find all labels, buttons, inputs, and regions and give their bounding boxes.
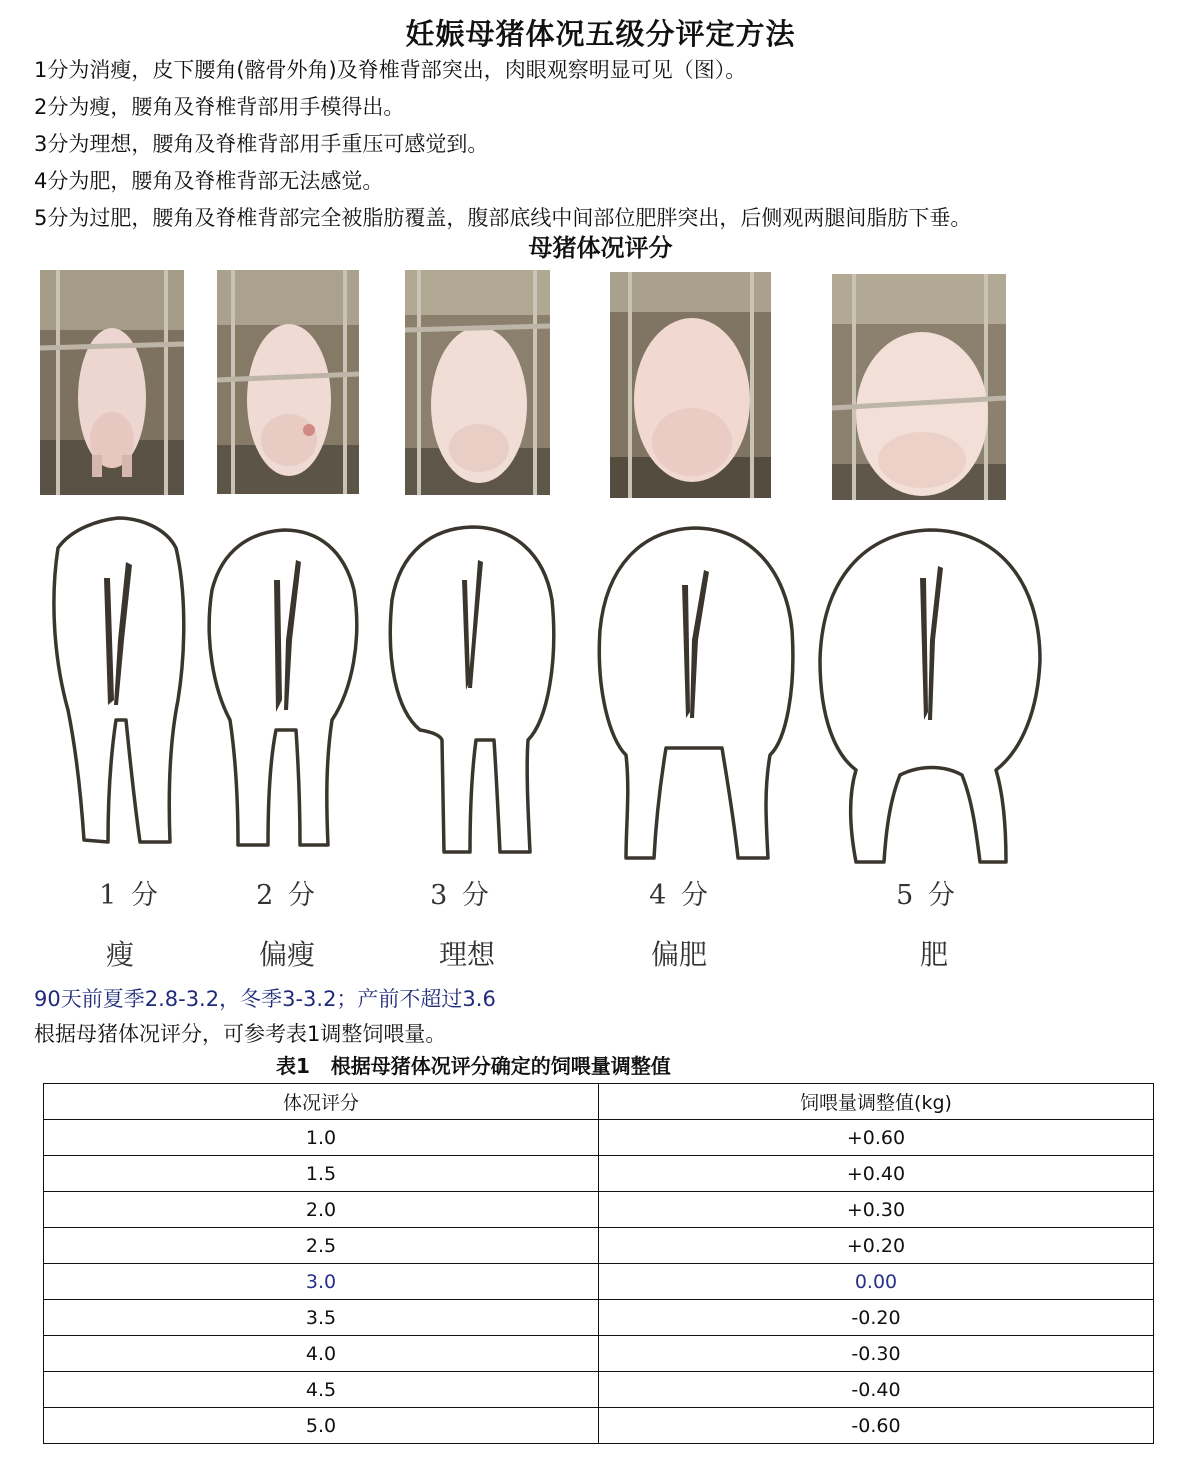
condition-label-3: 理想 [438, 938, 495, 971]
cell-adjustment: -0.60 [599, 1408, 1154, 1444]
pregnancy-score-note: 90天前夏季2.8-3.2，冬季3-3.2；产前不超过3.6 [34, 987, 496, 1011]
tail-score-1 [104, 562, 132, 705]
header-adjustment: 饲喂量调整值(kg) [599, 1084, 1154, 1120]
cell-adjustment: -0.30 [599, 1336, 1154, 1372]
score-label-5: 5 分 [896, 880, 958, 911]
sow-photo-1 [40, 270, 184, 495]
rule-5: 5分为过肥，腰角及脊椎背部完全被脂肪覆盖，腹部底线中间部位肥胖突出，后侧观两腿间脂肪下垂。 [34, 206, 972, 230]
tail-score-3 [462, 560, 483, 690]
cell-score: 5.0 [44, 1408, 599, 1444]
feeding-adjustment-table [43, 1083, 1154, 1444]
condition-label-5: 肥 [919, 938, 948, 971]
score-label-3: 3 分 [430, 880, 492, 911]
cell-score: 3.0 [44, 1264, 599, 1300]
rules-list [34, 56, 1184, 241]
condition-label-2: 偏瘦 [258, 938, 315, 971]
tail-score-5 [920, 566, 943, 720]
sow-photo-4 [610, 272, 771, 498]
feeding-reference-note: 根据母猪体况评分，可参考表1调整饲喂量。 [34, 1022, 447, 1046]
rule-3: 3分为理想，腰角及脊椎背部用手重压可感觉到。 [34, 132, 489, 156]
condition-label-4: 偏肥 [650, 938, 707, 971]
score-label-2: 2 分 [256, 880, 318, 911]
header-score: 体况评分 [44, 1084, 599, 1120]
section-subtitle: 母猪体况评分 [528, 234, 673, 262]
cell-score: 2.0 [44, 1192, 599, 1228]
table-row [44, 1264, 1154, 1300]
cell-score: 3.5 [44, 1300, 599, 1336]
table-row [44, 1156, 1154, 1192]
table-header-row [44, 1084, 1154, 1120]
cell-score: 4.5 [44, 1372, 599, 1408]
table-caption: 表1 根据母猪体况评分确定的饲喂量调整值 [276, 1054, 671, 1078]
table-row [44, 1228, 1154, 1264]
cell-score: 4.0 [44, 1336, 599, 1372]
table-row [44, 1192, 1154, 1228]
tail-score-4 [682, 570, 709, 718]
cell-score: 1.0 [44, 1120, 599, 1156]
cell-adjustment: +0.60 [599, 1120, 1154, 1156]
cell-score: 2.5 [44, 1228, 599, 1264]
rule-1: 1分为消瘦，皮下腰角(髂骨外角)及脊椎背部突出，肉眼观察明显可见（图）。 [34, 58, 747, 82]
body-condition-diagrams [0, 505, 1201, 870]
table-row [44, 1300, 1154, 1336]
score-label-1: 1 分 [99, 880, 161, 911]
outline-score-4 [599, 528, 793, 858]
cell-adjustment: +0.20 [599, 1228, 1154, 1264]
cell-adjustment: 0.00 [599, 1264, 1154, 1300]
cell-adjustment: +0.40 [599, 1156, 1154, 1192]
cell-adjustment: -0.20 [599, 1300, 1154, 1336]
rule-4: 4分为肥，腰角及脊椎背部无法感觉。 [34, 169, 384, 193]
sow-photo-2 [217, 270, 359, 494]
outline-score-3 [390, 527, 553, 852]
sow-photo-3 [405, 270, 550, 495]
cell-score: 1.5 [44, 1156, 599, 1192]
tail-score-2 [274, 560, 301, 712]
rule-2: 2分为瘦，腰角及脊椎背部用手模得出。 [34, 95, 405, 119]
cell-adjustment: +0.30 [599, 1192, 1154, 1228]
outline-score-2 [209, 530, 357, 845]
page-title: 妊娠母猪体况五级分评定方法 [405, 17, 796, 51]
table-row [44, 1120, 1154, 1156]
condition-label-1: 瘦 [105, 938, 134, 971]
sow-photo-5 [832, 274, 1006, 500]
table-row [44, 1336, 1154, 1372]
score-label-4: 4 分 [649, 880, 711, 911]
table-body [44, 1120, 1154, 1444]
cell-adjustment: -0.40 [599, 1372, 1154, 1408]
table-row [44, 1408, 1154, 1444]
table-row [44, 1372, 1154, 1408]
